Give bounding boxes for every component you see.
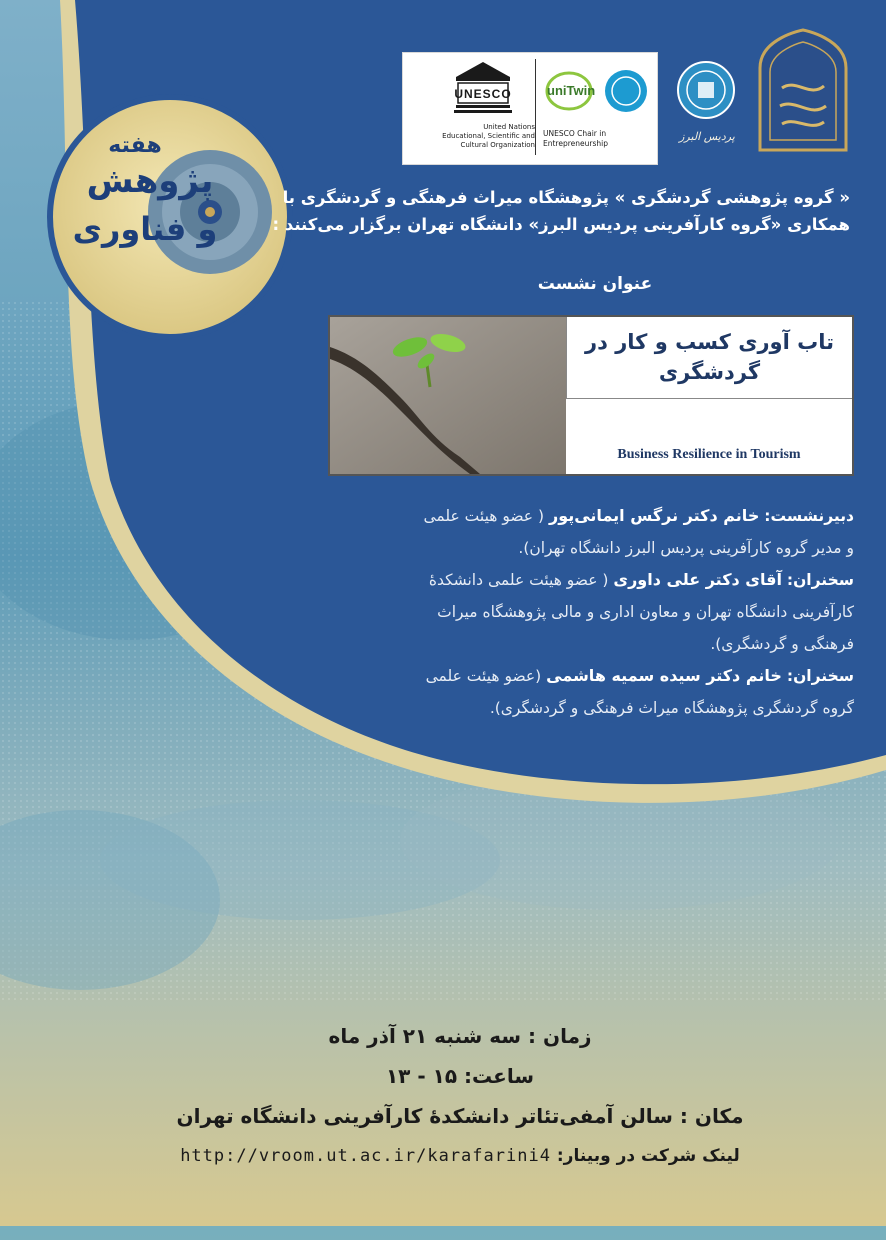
speaker2-label: سخنران: (786, 667, 854, 685)
event-announcement (210, 184, 850, 238)
event-date-row (100, 1024, 820, 1048)
event-hour-row (100, 1064, 820, 1088)
unitwin-wordmark: uniTwin (547, 83, 596, 98)
speaker2-desc-cont: گروه گردشگری پژوهشگاه میراث فرهنگی و گردشگری). (489, 699, 854, 717)
unesco-temple-icon (453, 59, 513, 115)
secretary-row (324, 500, 854, 532)
speaker1-desc-cont1: کارآفرینی دانشگاه تهران و معاون اداری و مالی پژوهشگاه میراث (437, 603, 854, 621)
secretary-desc: ( عضو هیئت علمی (423, 507, 545, 525)
webinar-link[interactable]: http://vroom.ut.ac.ir/karafarini4 (180, 1146, 551, 1166)
university-seal-icon (676, 60, 736, 120)
link-label: لینک شرکت در وبینار: (556, 1146, 740, 1166)
session-title-en: Business Resilience in Tourism (617, 447, 801, 462)
partner-logos-panel (402, 52, 658, 165)
alborz-caption: پردیس البرز (679, 130, 735, 143)
webinar-link-row (100, 1146, 820, 1166)
unitwin-caption: UNESCO Chair in Entrepreneurship (543, 129, 608, 148)
logo-divider (535, 59, 536, 155)
secretary-label: دبیرنشست: (764, 507, 854, 525)
hour-value: ۱۵ - ۱۳ (385, 1064, 458, 1088)
badge-line1: هفته (108, 133, 162, 158)
speakers-section (324, 500, 854, 724)
speaker2-name: خانم دکتر سیده سمیه هاشمی (546, 666, 782, 685)
speaker2-row (324, 660, 854, 692)
announcement-line1: « گروه پژوهشی گردشگری » پژوهشگاه میراث فرهنگی و گردشگری با (282, 188, 850, 207)
unesco-wordmark: UNESCO (454, 87, 512, 101)
place-value: سالن آمفی‌تئاتر دانشکدهٔ کارآفرینی دانشگاه تهران (176, 1104, 673, 1128)
speaker1-row (324, 564, 854, 596)
session-title-fa: تاب آوری کسب و کار در گردشگری (566, 317, 852, 399)
badge-line2: پژوهش (86, 161, 214, 201)
hour-label: ساعت: (464, 1064, 535, 1088)
speaker1-name: آقای دکتر علی داوری (613, 570, 782, 589)
secretary-desc-cont: و مدیر گروه کارآفرینی پردیس البرز دانشگاه تهران). (518, 539, 854, 557)
place-label: مکان : (679, 1104, 744, 1128)
speaker1-label: سخنران: (786, 571, 854, 589)
speaker1-desc-cont2: فرهنگی و گردشگری). (710, 635, 854, 653)
badge-line3: و فناوری (72, 210, 218, 248)
announcement-line2: همکاری «گروه کارآفرینی پردیس البرز» دانشگاه تهران برگزار می‌کنند : (272, 215, 850, 234)
sprout-crack-image (330, 317, 566, 474)
secretary-name: خانم دکتر نرگس ایمانی‌پور (548, 506, 760, 525)
speaker1-desc: ( عضو هیئت علمی دانشکدهٔ (428, 571, 609, 589)
unitwin-logo-icon (541, 67, 651, 115)
institute-emblem-icon (756, 28, 850, 154)
unesco-caption: United Nations Educational, Scientific and Cultural Organization (442, 123, 535, 149)
date-value: سه شنبه ۲۱ آذر ماه (328, 1024, 522, 1048)
event-place-row (100, 1104, 820, 1128)
session-heading: عنوان نشست (537, 274, 653, 294)
speaker2-desc: (عضو هیئت علمی (425, 667, 542, 685)
session-title-card (328, 315, 854, 476)
date-label: زمان : (528, 1024, 592, 1048)
